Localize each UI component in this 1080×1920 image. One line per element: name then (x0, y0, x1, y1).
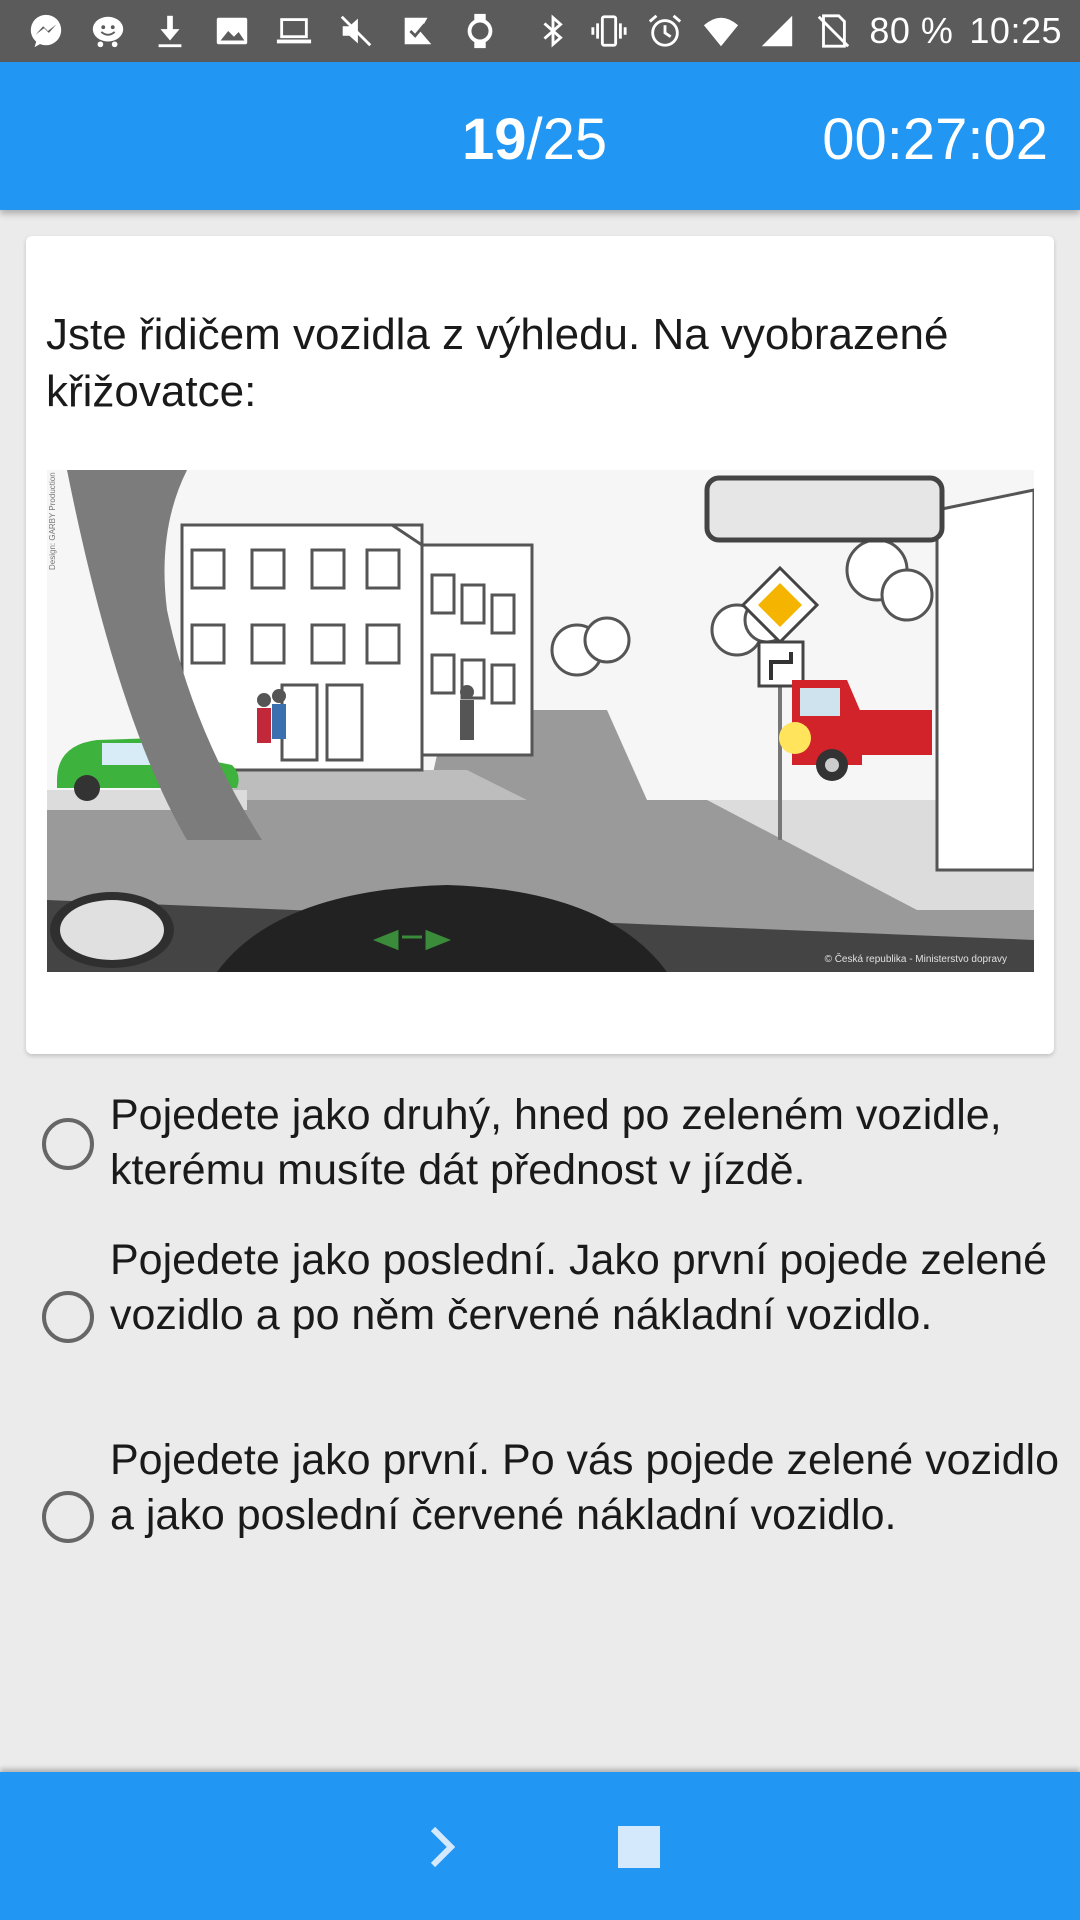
counter-separator: / (526, 107, 543, 172)
answer-option-2[interactable] (0, 1233, 1080, 1401)
stop-icon (618, 1826, 660, 1868)
answer-text-1[interactable]: Pojedete jako druhý, hned po zeleném vozidle, kterému musíte dát přednost v jízdě. (110, 1091, 1002, 1194)
status-bar (0, 0, 1080, 62)
app-bar (0, 62, 1080, 210)
stop-test-button[interactable] (604, 1812, 674, 1882)
radio-button-1[interactable] (42, 1118, 94, 1170)
battery-level: 80 % (869, 10, 954, 51)
image-side-credit: Design: GARBY Production (48, 472, 57, 570)
question-text: Jste řidičem vozidla z výhledu. Na vyobrazené křižovatce: (46, 310, 949, 416)
timer: 00:27:02 (822, 107, 1048, 172)
image-credit: © Česká republika - Ministerstvo dopravy (824, 954, 1007, 965)
download-icon (150, 11, 190, 51)
question-card (26, 236, 1054, 1054)
answer-option-3[interactable] (0, 1433, 1080, 1601)
answer-option-1[interactable] (0, 1088, 1080, 1200)
bottom-bar (0, 1772, 1080, 1920)
vibrate-icon (589, 11, 629, 51)
image-icon (212, 11, 252, 51)
question-counter (462, 106, 607, 173)
radio-button-2[interactable] (42, 1291, 94, 1343)
total-questions: 25 (542, 107, 608, 172)
alarm-icon (645, 11, 685, 51)
wifi-icon (701, 11, 741, 51)
clock: 10:25 (969, 10, 1062, 51)
tasks-icon (398, 11, 438, 51)
answer-text-2[interactable]: Pojedete jako poslední. Jako první pojede zelené vozidlo a po něm červené nákladní vozidlo. (110, 1236, 1048, 1339)
radio-button-3[interactable] (42, 1491, 94, 1543)
answer-text-3[interactable]: Pojedete jako první. Po vás pojede zelené vozidlo a jako poslední červené nákladní vozidlo. (110, 1436, 1060, 1539)
laptop-icon (274, 11, 314, 51)
signal-icon (757, 11, 797, 51)
mute-icon (336, 11, 376, 51)
question-image (47, 470, 1034, 972)
waze-icon (88, 11, 128, 51)
chevron-right-icon (423, 1825, 463, 1869)
messenger-icon (26, 11, 66, 51)
current-question: 19 (462, 107, 527, 172)
bluetooth-icon (533, 11, 573, 51)
watch-icon (460, 11, 500, 51)
next-question-button[interactable] (408, 1812, 478, 1882)
no-sim-icon (813, 11, 853, 51)
